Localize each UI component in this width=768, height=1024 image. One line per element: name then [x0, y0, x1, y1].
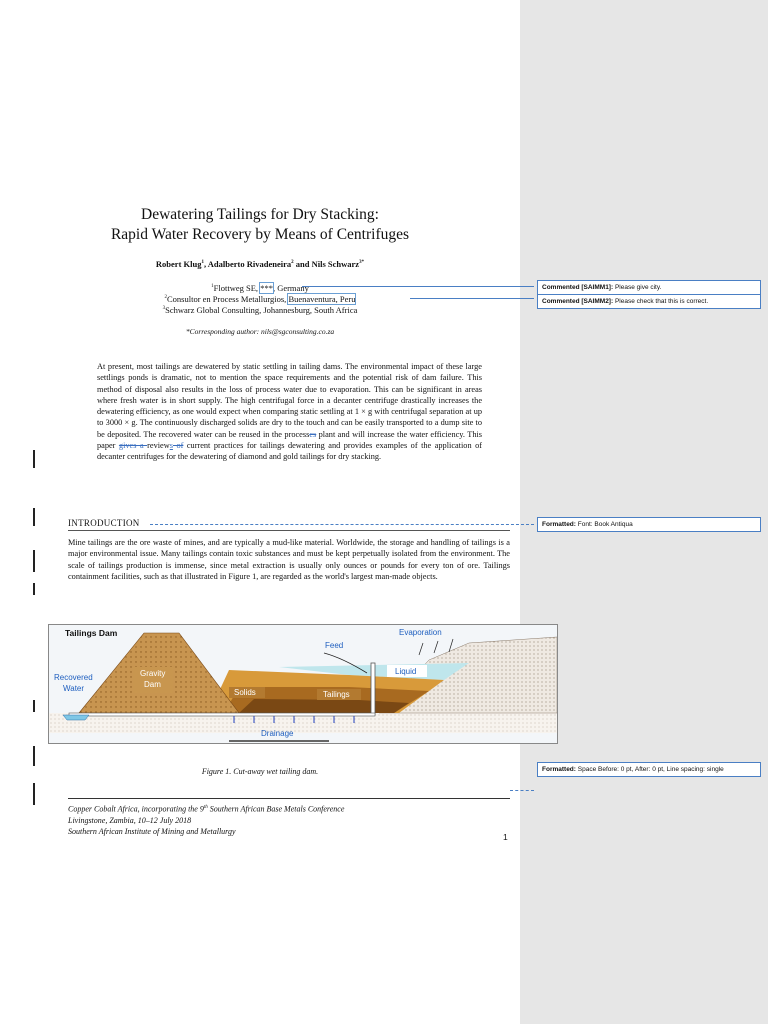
- author-3: Nils Schwarz: [311, 259, 360, 269]
- format-balloon-2[interactable]: [537, 762, 761, 777]
- abstract-text-2: plant and will increase the water efficiency. This paper: [97, 429, 482, 451]
- label-water: Water: [63, 684, 85, 693]
- figure-title: Tailings Dam: [65, 628, 118, 638]
- change-bar: [33, 450, 35, 468]
- author-separator: and: [293, 259, 312, 269]
- change-bar: [33, 700, 35, 712]
- section-heading-introduction: INTRODUCTION: [68, 518, 140, 528]
- author-3-sup: 3*: [359, 260, 365, 266]
- footer-line-1: [68, 802, 368, 815]
- affiliation-2-org: Consultor en Process Metallurgios,: [167, 293, 289, 304]
- affiliation-3-sup: 3: [162, 306, 166, 311]
- label-dam: Dam: [144, 680, 161, 689]
- format-label: Formatted:: [542, 521, 576, 528]
- abstract-text-review: review: [147, 441, 170, 451]
- tailings-dam-diagram: [49, 625, 557, 743]
- heading-rule: [68, 530, 510, 531]
- change-bar: [33, 783, 35, 805]
- author-separator: ,: [204, 259, 208, 269]
- affiliation-2-sup: 2: [164, 295, 167, 300]
- comment-text: Please give city.: [614, 284, 662, 291]
- format-balloon-1[interactable]: [537, 517, 761, 532]
- change-bar: [33, 746, 35, 766]
- format-leader-line: [150, 524, 534, 525]
- author-2-sup: 2: [291, 260, 294, 266]
- change-bar: [33, 583, 35, 595]
- commented-text-location[interactable]: Buenaventura, Peru: [288, 293, 356, 304]
- tracked-insertion[interactable]: s: [169, 441, 173, 451]
- label-drainage: Drainage: [261, 729, 294, 738]
- comment-balloon-1[interactable]: [537, 280, 761, 295]
- footer-rule: [68, 798, 510, 799]
- change-bar: [33, 550, 35, 572]
- affiliation-3-org: Schwarz Global Consulting, Johannesburg, South Africa: [165, 304, 358, 315]
- comment-label: Commented [SAIMM2]:: [542, 298, 614, 305]
- format-text: Font: Book Antiqua: [577, 521, 633, 528]
- footer-line-2: Livingstone, Zambia, 10–12 July 2018: [68, 815, 192, 825]
- footer-conference-pre: Copper Cobalt Africa, incorporating the 9: [68, 804, 204, 814]
- comment-label: Commented [SAIMM1]:: [542, 284, 614, 291]
- footer-conference-post: Southern African Base Metals Conference: [207, 804, 345, 814]
- format-label: Formatted:: [542, 766, 576, 773]
- label-feed: Feed: [325, 641, 344, 650]
- author-2: Adalberto Rivadeneira: [207, 259, 292, 269]
- tailings-dam-figure: [48, 624, 558, 744]
- comment-leader-line: [410, 298, 534, 299]
- footer-line-3: Southern African Institute of Mining and Metallurgy: [68, 826, 236, 836]
- format-text: Space Before: 0 pt, After: 0 pt, Line spacing: single: [577, 766, 724, 773]
- footer-ordinal: th: [203, 805, 208, 810]
- tracked-deletion[interactable]: of: [172, 441, 184, 451]
- affiliation-3: [60, 303, 460, 316]
- author-1: Robert Klug: [155, 259, 202, 269]
- abstract-text-3: current practices for tailings dewatering and provides examples of the application of decanter centrifuges for the dewatering of diamond and gold tailings for dry stacking.: [97, 441, 483, 462]
- tracked-deletion[interactable]: es: [309, 429, 317, 439]
- page-footer: [68, 802, 368, 837]
- change-bar: [33, 508, 35, 526]
- affiliation-1-org: Flottweg SE,: [213, 282, 261, 293]
- title-line-2: Rapid Water Recovery by Means of Centrifuges: [110, 226, 410, 243]
- label-gravity: Gravity: [140, 669, 166, 678]
- comment-balloon-2[interactable]: [537, 294, 761, 309]
- comments-margin-pane: [520, 0, 768, 1024]
- label-evaporation: Evaporation: [399, 628, 442, 637]
- format-leader-line: [510, 790, 534, 791]
- author-list: [60, 259, 460, 269]
- affiliation-1-country: , Germany: [272, 282, 309, 293]
- label-tailings: Tailings: [323, 690, 350, 699]
- abstract-paragraph[interactable]: [97, 361, 482, 463]
- tracked-deletion[interactable]: gives a: [118, 441, 148, 451]
- label-solids: Solids: [234, 688, 256, 697]
- title-line-1: Dewatering Tailings for Dry Stacking:: [141, 206, 379, 223]
- affiliation-1-sup: 1: [211, 284, 214, 289]
- label-recovered: Recovered: [54, 673, 93, 682]
- corresponding-author: *Corresponding author: nils@sgconsulting.co.za: [185, 327, 335, 336]
- label-liquid: Liquid: [395, 667, 417, 676]
- commented-text-city[interactable]: ***: [260, 282, 273, 293]
- figure-caption: Figure 1. Cut-away wet tailing dam.: [201, 767, 319, 776]
- comment-text: Please check that this is correct.: [614, 298, 709, 305]
- abstract-text-1: At present, most tailings are dewatered by static settling in tailing dams. The environmental impact of these large settlings ponds is dramatic, not to mention the space requirements and the potential risk of dam failure. This method of disposal also results in the loss of process water due to evaporation. This can be significant in areas where fresh water is in short supply. The high centrifugal force in a decanter centrifuge drastically increases the dewatering efficiency, as one would expect when comparing static settling at 1 × g with centrifugal separation at up to 3000 × g. The continuously discharged solids are dry to the touch and can be easily transported to a dump site to be deposited. The recovered water can be reused in the process: [97, 362, 482, 439]
- page-number: 1: [503, 832, 508, 842]
- author-1-sup: 1: [201, 260, 204, 266]
- paper-title: [60, 205, 460, 245]
- comment-leader-line: [302, 286, 534, 287]
- introduction-paragraph[interactable]: Mine tailings are the ore waste of mines, and are typically a mud-like material. Worldwide, the storage and handling of tailings is a major environmental issue. Many tailings contain toxic substances and must be kept perpetually isolated from the environment. The scale of tailings production is immense, since metal extraction is usually only ounces or pounds for every ton of ore. Tailings containment facilities, such as that illustrated in Figure 1, are regarded as the world's largest man-made objects.: [68, 538, 510, 581]
